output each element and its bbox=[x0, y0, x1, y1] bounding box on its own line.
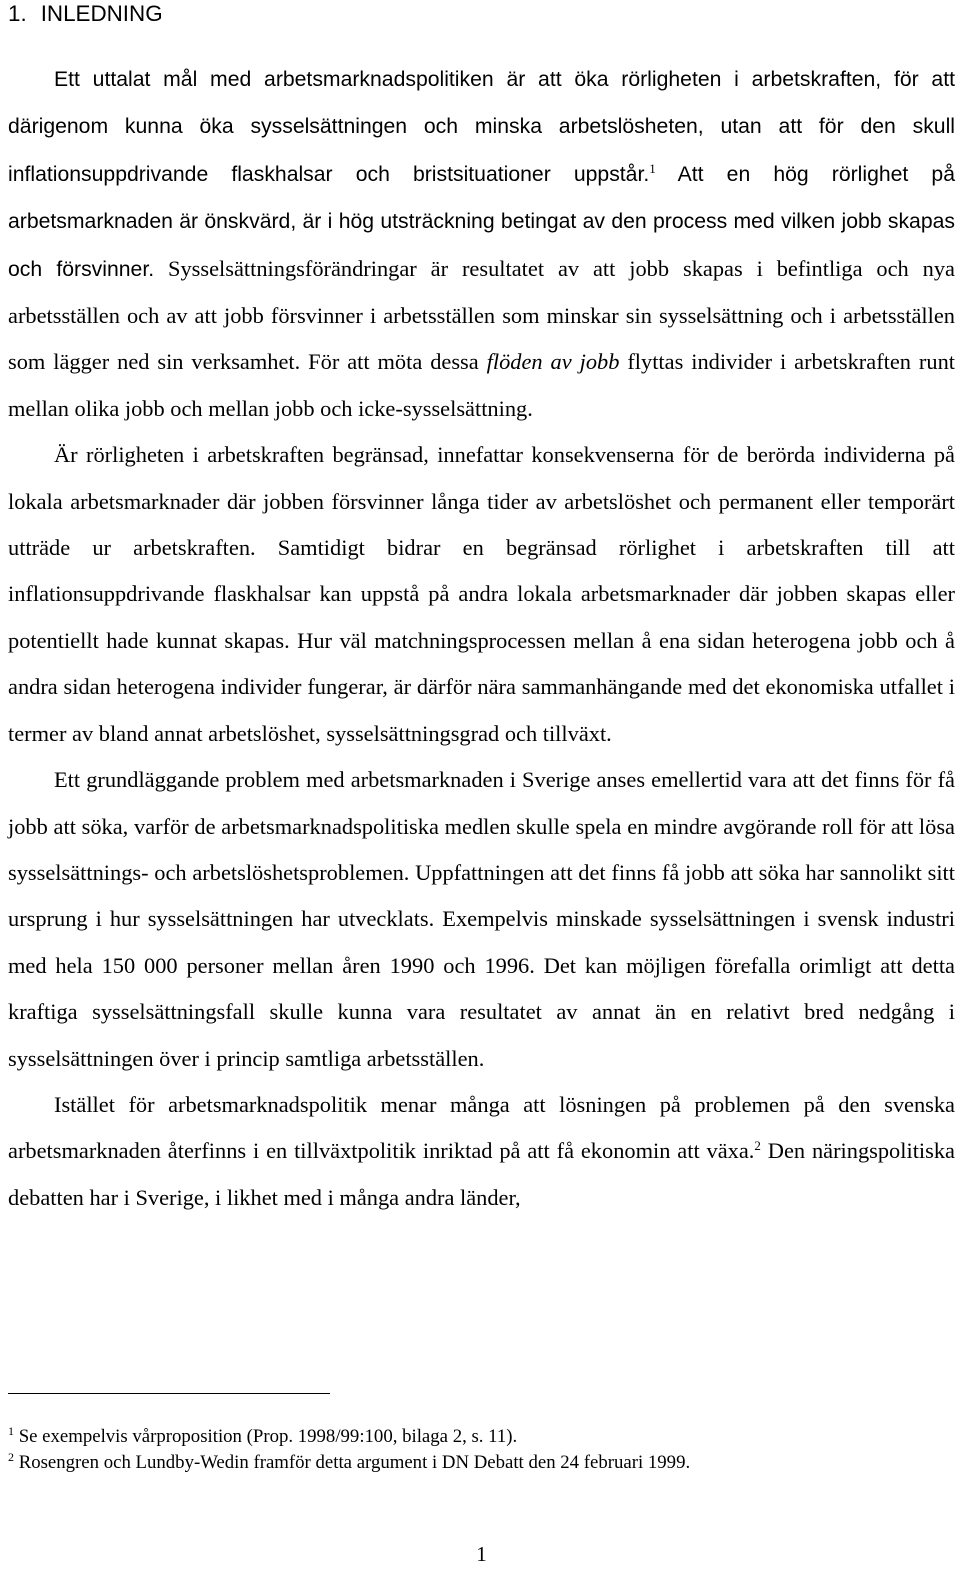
paragraph-4-sentence-1: Istället för arbetsmarknadspolitik menar många att lösningen på problemen på den svenska arbetsmarknaden återfinns i en tillväxtpolitik inriktad på att få ekonomin att växa. bbox=[8, 1091, 955, 1164]
footnote-2-mark: 2 bbox=[8, 1449, 14, 1464]
body-text bbox=[8, 56, 955, 1221]
section-heading bbox=[8, 0, 163, 28]
paragraph-4-sentence-2: Den näringspolitiska debatten har i Sverige, i likhet med i många andra länder, bbox=[8, 1138, 955, 1210]
paragraph-3: Ett grundläggande problem med arbetsmarknaden i Sverige anses emellertid vara att det finns för få jobb att söka, varför de arbetsmarknadspolitiska medlen skulle spela en mindre avgörande roll för att lösa sysselsättnings- och arbetslöshetsproblemen. Uppfattningen att det finns få jobb att söka har sannolikt sitt ursprung i hur sysselsättningen har utvecklats. Exempelvis minskade sysselsättningen i svensk industri med hela 150 000 personer mellan åren 1990 och 1996. Det kan möjligen förefalla orimligt att detta kraftiga sysselsättningsfall skulle kunna vara resultatet av annat än en relativt bred nedgång i sysselsättningen över i princip samtliga arbetsställen. bbox=[8, 767, 955, 1071]
footnote-reference-1[interactable]: 1 bbox=[649, 160, 656, 176]
paragraph-1-sentence-1: Ett uttalat mål med arbetsmarknadspolitiken är att öka rörligheten i arbetskraften, för att därigenom kunna öka sysselsättningen och minska arbetslösheten, utan att för den skull inflationsuppdrivande flaskhalsar och bristsituationer uppstår. bbox=[8, 68, 955, 186]
footnote-1 bbox=[8, 1424, 955, 1450]
footnote-reference-2[interactable]: 2 bbox=[754, 1138, 761, 1154]
footnote-1-mark: 1 bbox=[8, 1423, 14, 1438]
document-page bbox=[8, 0, 955, 1571]
paragraph-1-sentence-4: flyttas individer i arbetskraften runt mellan olika jobb och mellan jobb och icke-sysselsättning. bbox=[8, 349, 955, 421]
paragraph-4 bbox=[8, 1082, 955, 1221]
paragraph-2: Är rörligheten i arbetskraften begränsad, innefattar konsekvenserna för de berörda individerna på lokala arbetsmarknader där jobben försvinner långa tider av arbetslöshet och permanent eller temporärt utträde ur arbetskraften. Samtidigt bidrar en begränsad rörlighet i arbetskraften till att inflationsuppdrivande flaskhalsar kan uppstå på andra lokala arbetsmarknader där jobben skapas eller potentiellt hade kunnat skapas. Hur väl matchningsprocessen mellan å ena sidan heterogena jobb och å andra sidan heterogena individer fungerar, är därför nära sammanhängande med det ekonomiska utfallet i termer av bland annat arbetslöshet, sysselsättningsgrad och tillväxt. bbox=[8, 442, 955, 746]
footnote-2-text: Rosengren och Lundby-Wedin framför detta argument i DN Debatt den 24 februari 1999. bbox=[14, 1451, 691, 1473]
paragraph-1-italic-term: flöden av jobb bbox=[486, 349, 620, 375]
footnote-1-text: Se exempelvis vårproposition (Prop. 1998/99:100, bilaga 2, s. 11). bbox=[14, 1426, 518, 1447]
footnote-divider bbox=[8, 1393, 330, 1394]
footnote-2 bbox=[8, 1450, 955, 1476]
paragraph-1-sentence-2: Att en hög rörlighet på arbetsmarknaden är önskvärd, är i hög utsträckning betingat av den process med vilken jobb skapas och försvinner. bbox=[8, 162, 955, 281]
paragraph-1-sentence-3: Sysselsättningsförändringar är resultatet av att jobb skapas i befintliga och nya arbetsställen och av att jobb försvinner i arbetsställen som minskar sin sysselsättning och i arbetsställen som lägger ned sin verksamhet. För att möta dessa bbox=[8, 255, 955, 375]
page-number: 1 bbox=[476, 1542, 487, 1566]
paragraph-1 bbox=[8, 56, 955, 432]
section-title: INLEDNING bbox=[40, 1, 163, 26]
footnotes bbox=[8, 1424, 955, 1475]
section-number: 1. bbox=[8, 1, 27, 26]
